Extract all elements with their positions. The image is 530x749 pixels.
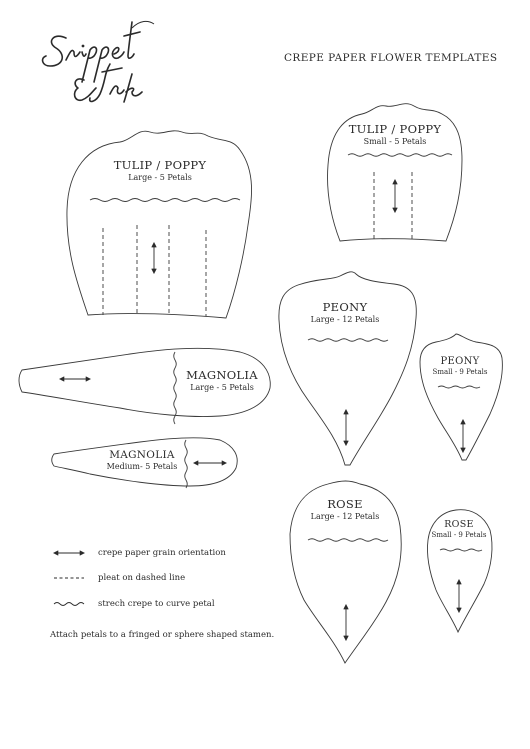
peony-large-label [295,300,395,324]
rose-small-count: Small - 9 Petals [431,531,487,539]
peony-small-stretch-line [438,386,480,388]
tulip-large-count: Large - 5 Petals [128,173,192,182]
legend-grain-text: crepe paper grain orientation [98,548,226,558]
magnolia-medium-stretch-line [185,440,188,488]
magnolia-medium-name: MAGNOLIA [109,449,175,461]
magnolia-large-stretch-line [174,352,177,424]
legend-stretch [52,597,215,611]
legend-pleat-text: pleat on dashed line [98,573,186,583]
rose-small-stretch-line [440,549,482,551]
legend-pleat [52,571,185,585]
rose-large-name: ROSE [327,497,363,511]
tulip-small-name: TULIP / POPPY [348,122,442,136]
double-arrow-icon [52,548,86,558]
peony-large-stretch-line [308,339,388,342]
peony-large-name: PEONY [322,300,368,314]
wavy-line-icon [52,599,86,609]
tulip-small-stretch-line [348,154,452,157]
stamen-note: Attach petals to a fringed or sphere shaped stamen. [50,630,275,640]
dashed-line-icon [52,573,86,583]
peony-small-petal [420,334,502,460]
magnolia-large-name: MAGNOLIA [186,368,258,382]
tulip-small-count: Small - 5 Petals [363,137,427,146]
magnolia-large-label [182,368,262,392]
magnolia-large-count: Large - 5 Petals [190,383,254,392]
tulip-large-name: TULIP / POPPY [113,158,207,172]
legend-grain [52,546,226,560]
magnolia-medium-count: Medium- 5 Petals [106,462,178,471]
rose-large-count: Large - 12 Petals [310,512,380,521]
tulip-large-label [100,158,220,182]
peony-small-outline [420,334,502,460]
peony-small-count: Small - 9 Petals [432,368,488,376]
rose-large-stretch-line [308,539,388,542]
peony-large-count: Large - 12 Petals [310,315,380,324]
legend-stretch-text: strech crepe to curve petal [98,599,215,609]
rose-small-name: ROSE [444,519,474,530]
tulip-large-stretch-line [90,199,240,202]
rose-small-label [428,519,490,539]
tulip-small-label [335,122,455,146]
page-title: CREPE PAPER FLOWER TEMPLATES [284,52,498,64]
magnolia-medium-label [104,449,180,471]
peony-small-label [422,356,498,376]
peony-small-name: PEONY [440,356,480,367]
rose-large-label [300,497,390,521]
